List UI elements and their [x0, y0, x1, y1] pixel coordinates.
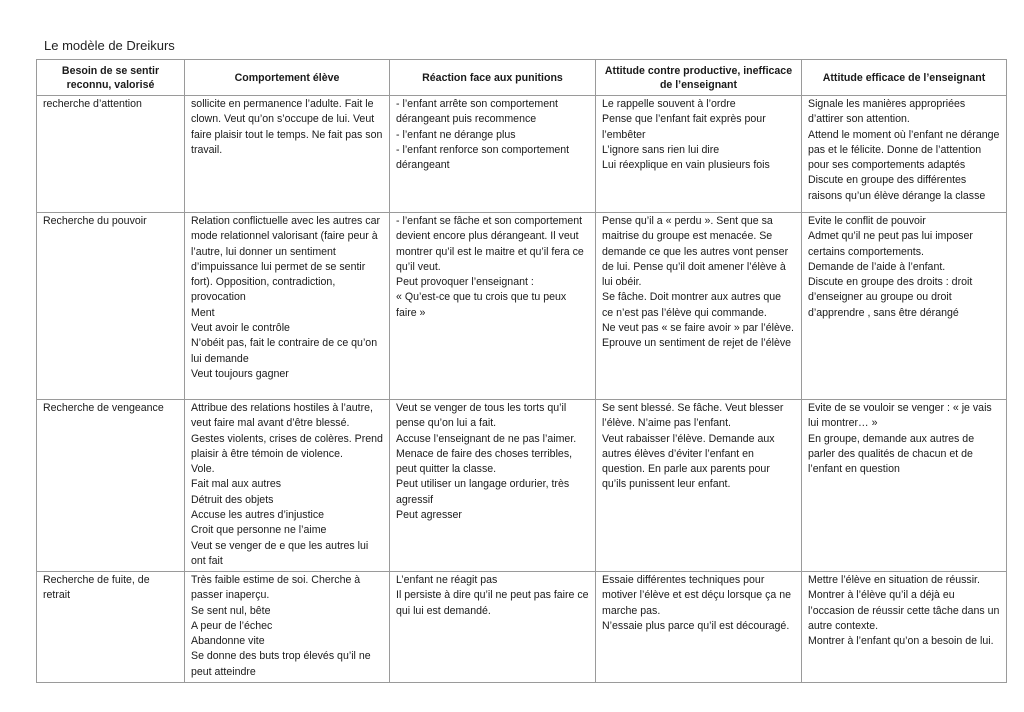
- cell-reaction: [390, 96, 596, 213]
- cell-line: Se donne des buts trop élevés qu’il ne peut atteindre: [191, 650, 371, 678]
- cell-line: Peut agresser: [396, 509, 462, 522]
- cell-besoin: [37, 96, 185, 213]
- cell-line: A peur de l’échec: [191, 619, 273, 632]
- cell-line: Pense qu’il a « perdu ». Sent que sa maitrise du groupe est menacée. Se demande ce que les autres vont penser de lui. Pense qu’il doit amener l’élève à lui obéir.: [602, 215, 789, 289]
- cell-reaction: [390, 213, 596, 400]
- cell-line: Lui réexplique en vain plusieurs fois: [602, 159, 770, 172]
- cell-line: Evite de se vouloir se venger : « je vais lui montrer… »: [808, 402, 992, 430]
- cell-line: Peut provoquer l’enseignant :: [396, 276, 534, 289]
- cell-line: Veut avoir le contrôle: [191, 322, 290, 335]
- cell-attitude-efficace: [802, 213, 1007, 400]
- cell-line: L’ignore sans rien lui dire: [602, 143, 720, 156]
- cell-line: L’enfant ne réagit pas: [396, 574, 498, 586]
- cell-comportement: [185, 96, 390, 213]
- cell-attitude-inefficace: [596, 400, 802, 572]
- table-row-pouvoir: [37, 213, 1007, 400]
- cell-line: Veut toujours gagner: [191, 367, 289, 380]
- cell-line: Attend le moment où l’enfant ne dérange pas et le félicite. Donne de l’attention pour ses comportements adaptés: [808, 128, 1000, 172]
- cell-line: Pense que l’enfant fait exprès pour l’embêter: [602, 113, 766, 141]
- cell-line: Discute en groupe des droits : droit d’enseigner au groupe ou droit d’apprendre , sans être dérangé: [808, 276, 973, 319]
- cell-besoin: [37, 400, 185, 572]
- cell-line: « Qu’est-ce que tu crois que tu peux faire »: [396, 291, 567, 319]
- cell-line: Montrer à l’enfant qu’on a besoin de lui.: [808, 635, 994, 648]
- header-besoin: Besoin de se sentir reconnu, valorisé: [37, 60, 185, 96]
- cell-line: Accuse l’enseignant de ne pas l’aimer.: [396, 432, 577, 445]
- table-row-vengeance: [37, 400, 1007, 572]
- cell-reaction: [390, 572, 596, 683]
- cell-line: - l’enfant se fâche et son comportement devient encore plus dérangeant. Il veut montrer qu’il est le maitre et qu’il fera ce qu’il veut.: [396, 215, 584, 273]
- cell-line: Se sent blessé. Se fâche. Veut blesser l’élève. N’aime pas l’enfant.: [602, 402, 784, 430]
- cell-line: Demande de l’aide à l’enfant.: [808, 260, 946, 273]
- table-row-fuite: [37, 572, 1007, 683]
- cell-line: Ne veut pas « se faire avoir » par l’élève.: [602, 322, 794, 335]
- document-title: Le modèle de Dreikurs: [44, 38, 175, 53]
- header-reaction: Réaction face aux punitions: [390, 60, 596, 96]
- cell-line: Abandonne vite: [191, 635, 265, 648]
- cell-attitude-efficace: [802, 400, 1007, 572]
- cell-attitude-efficace: [802, 96, 1007, 213]
- cell-comportement: [185, 400, 390, 572]
- table-header-row: [37, 60, 1007, 96]
- cell-line: Signale les manières appropriées d’attirer son attention.: [808, 98, 966, 126]
- cell-besoin: [37, 213, 185, 400]
- cell-attitude-inefficace: [596, 96, 802, 213]
- cell-line: Recherche de vengeance: [43, 402, 164, 414]
- cell-line: En groupe, demande aux autres de parler des qualités de chacun et de l’enfant en question: [808, 432, 975, 476]
- cell-reaction: [390, 400, 596, 572]
- cell-line: Admet qu’il ne peut pas lui imposer certains comportements.: [808, 230, 973, 258]
- cell-line: Attribue des relations hostiles à l’autre, veut faire mal avant d’être blessé. Gestes violents, crises de colères. Prend plaisir à être témoin de violence.: [191, 402, 383, 460]
- cell-line: N’obéit pas, fait le contraire de ce qu’on lui demande: [191, 337, 378, 365]
- cell-line: sollicite en permanence l’adulte. Fait le clown. Veut qu’on s’occupe de lui. Veut faire plaisir tout le temps. Ne fait pas son travail.: [191, 98, 383, 156]
- cell-line: Relation conflictuelle avec les autres car mode relationnel valorisant (faire peur à l’autre, lui donner un sentiment d’impuissance lui permet de se sentir fort). Opposition, contradiction, provocation: [191, 215, 381, 304]
- cell-line: Très faible estime de soi. Cherche à passer inaperçu.: [191, 574, 361, 602]
- cell-line: Discute en groupe des différentes raisons qu’un élève dérange la classe: [808, 174, 986, 202]
- cell-line: Il persiste à dire qu’il ne peut pas faire ce qui lui est demandé.: [396, 589, 589, 617]
- cell-attitude-inefficace: [596, 213, 802, 400]
- cell-line: Recherche de fuite, de retrait: [43, 574, 150, 602]
- cell-besoin: [37, 572, 185, 683]
- cell-line: Le rappelle souvent à l’ordre: [602, 98, 736, 110]
- cell-comportement: [185, 213, 390, 400]
- cell-line: Menace de faire des choses terribles, peut quitter la classe.: [396, 447, 573, 476]
- header-comportement: Comportement élève: [185, 60, 390, 96]
- cell-line: recherche d’attention: [43, 98, 142, 110]
- cell-line: Essaie différentes techniques pour motiver l’élève et est déçu lorsque ça ne marche pas.: [602, 574, 792, 617]
- cell-attitude-efficace: [802, 572, 1007, 683]
- cell-line: - l’enfant arrête son comportement dérangeant puis recommence: [396, 98, 558, 126]
- cell-line: Recherche du pouvoir: [43, 215, 147, 227]
- cell-line: Se sent nul, bête: [191, 604, 271, 617]
- cell-line: Veut se venger de e que les autres lui ont fait: [191, 539, 369, 567]
- cell-line: Se fâche. Doit montrer aux autres que ce n’est pas l’élève qui commande.: [602, 291, 782, 319]
- cell-line: Montrer à l’élève qu’il a déjà eu l’occasion de réussir cette tâche dans un autre contexte.: [808, 589, 1000, 632]
- cell-attitude-inefficace: [596, 572, 802, 683]
- cell-line: Veut rabaisser l’élève. Demande aux autres élèves d’éviter l’enfant en question. En parle aux parents pour qu’ils punissent leur enfant.: [602, 432, 775, 491]
- dreikurs-table: [36, 59, 1007, 683]
- cell-line: Vole.: [191, 463, 215, 476]
- cell-line: Veut se venger de tous les torts qu’il pense qu’on lui a fait.: [396, 402, 567, 430]
- cell-line: Mettre l’élève en situation de réussir.: [808, 574, 980, 586]
- cell-line: Peut utiliser un langage ordurier, très agressif: [396, 478, 570, 506]
- cell-line: Accuse les autres d’injustice: [191, 509, 325, 522]
- cell-line: Fait mal aux autres: [191, 478, 282, 491]
- cell-line: Croit que personne ne l’aime: [191, 524, 327, 537]
- cell-line: Détruit des objets: [191, 493, 274, 506]
- cell-line: N’essaie plus parce qu’il est découragé.: [602, 619, 790, 632]
- table-row-attention: [37, 96, 1007, 213]
- header-attitude-efficace: Attitude efficace de l’enseignant: [802, 60, 1007, 96]
- cell-line: - l’enfant renforce son comportement dérangeant: [396, 143, 570, 172]
- cell-line: Ment: [191, 306, 215, 319]
- cell-line: Eprouve un sentiment de rejet de l’élève: [602, 337, 792, 350]
- cell-comportement: [185, 572, 390, 683]
- header-attitude-inefficace: Attitude contre productive, inefficace de l’enseignant: [596, 60, 802, 96]
- cell-line: - l’enfant ne dérange plus: [396, 128, 516, 141]
- cell-line: Evite le conflit de pouvoir: [808, 215, 926, 227]
